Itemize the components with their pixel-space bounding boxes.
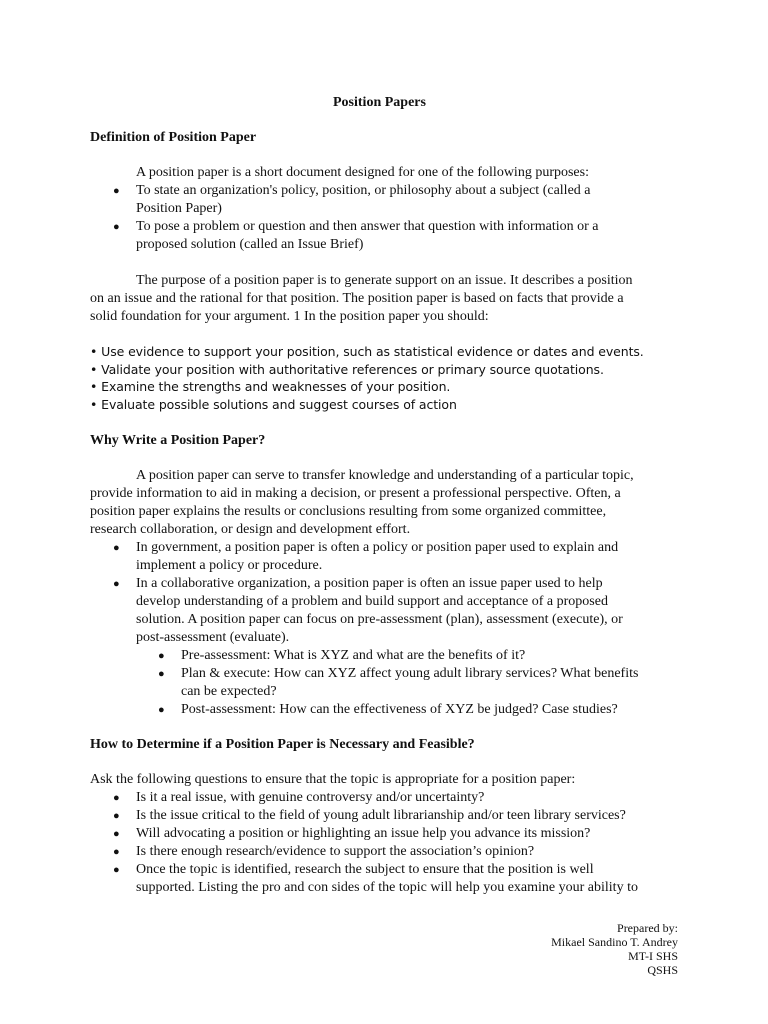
list-item-line: To pose a problem or question and then answer that question with information or a xyxy=(136,219,599,234)
list-item-line: implement a policy or procedure. xyxy=(136,558,323,573)
footer-school: QSHS xyxy=(647,963,678,977)
paragraph-line: research collaboration, or design and development effort. xyxy=(90,522,411,537)
list-item-line: Once the topic is identified, research the subject to ensure that the position is well xyxy=(136,862,594,877)
paragraph-line: A position paper is a short document designed for one of the following purposes: xyxy=(136,165,589,180)
footer-prepared-by: Prepared by: xyxy=(617,921,678,935)
list-item-line: Will advocating a position or highlighting an issue help you advance its mission? xyxy=(136,826,591,841)
bullet-icon: ● xyxy=(113,221,120,233)
list-item-line: • Validate your position with authoritative references or primary source quotations. xyxy=(90,362,604,377)
section-heading-feasible: How to Determine if a Position Paper is Necessary and Feasible? xyxy=(90,737,475,752)
paragraph-line: provide information to aid in making a decision, or present a professional perspective. Often, a xyxy=(90,486,621,501)
bullet-icon: ● xyxy=(113,864,120,876)
bullet-icon: ● xyxy=(113,828,120,840)
sublist-item-line: Pre-assessment: What is XYZ and what are the benefits of it? xyxy=(181,648,526,663)
sublist-item-line: can be expected? xyxy=(181,684,277,699)
list-item-line: In government, a position paper is often a policy or position paper used to explain and xyxy=(136,540,619,555)
paragraph-line: solid foundation for your argument. 1 In the position paper you should: xyxy=(90,309,489,324)
list-item-line: • Evaluate possible solutions and suggest courses of action xyxy=(90,397,457,412)
section-heading-definition: Definition of Position Paper xyxy=(90,130,257,145)
list-item-line: solution. A position paper can focus on pre-assessment (plan), assessment (execute), or xyxy=(136,612,623,627)
bullet-icon: ● xyxy=(113,792,120,804)
list-item-line: • Use evidence to support your position, such as statistical evidence or dates and events. xyxy=(90,344,644,359)
bullet-icon: ● xyxy=(113,846,120,858)
list-item-line: Position Paper) xyxy=(136,201,222,216)
list-item-line: post-assessment (evaluate). xyxy=(136,630,290,645)
bullet-icon: ● xyxy=(113,578,120,590)
list-item-line: Is it a real issue, with genuine controversy and/or uncertainty? xyxy=(136,790,485,805)
bullet-icon: ● xyxy=(113,542,120,554)
paragraph-line: Ask the following questions to ensure that the topic is appropriate for a position paper: xyxy=(90,772,576,787)
page-title: Position Papers xyxy=(333,95,426,110)
sublist-item-line: Plan & execute: How can XYZ affect young adult library services? What benefits xyxy=(181,666,639,681)
list-item-line: To state an organization's policy, position, or philosophy about a subject (called a xyxy=(136,183,591,198)
list-item-line: supported. Listing the pro and con sides of the topic will help you examine your ability to xyxy=(136,880,638,895)
list-item-line: proposed solution (called an Issue Brief) xyxy=(136,237,364,252)
footer-author: Mikael Sandino T. Andrey xyxy=(551,935,678,949)
list-item-line: Is there enough research/evidence to support the association’s opinion? xyxy=(136,844,535,859)
bullet-icon: ● xyxy=(113,810,120,822)
list-item-line: Is the issue critical to the field of young adult librarianship and/or teen library services? xyxy=(136,808,626,823)
paragraph-line: A position paper can serve to transfer knowledge and understanding of a particular topic, xyxy=(136,468,634,483)
bullet-icon: ● xyxy=(158,668,165,680)
bullet-icon: ● xyxy=(113,185,120,197)
bullet-icon: ● xyxy=(158,704,165,716)
paragraph-line: The purpose of a position paper is to generate support on an issue. It describes a position xyxy=(136,273,633,288)
list-item-line: • Examine the strengths and weaknesses of your position. xyxy=(90,379,451,394)
section-heading-why: Why Write a Position Paper? xyxy=(90,433,266,448)
list-item-line: In a collaborative organization, a position paper is often an issue paper used to help xyxy=(136,576,603,591)
paragraph-line: on an issue and the rational for that position. The position paper is based on facts that provide a xyxy=(90,291,624,306)
bullet-icon: ● xyxy=(158,650,165,662)
list-item-line: develop understanding of a problem and build support and acceptance of a proposed xyxy=(136,594,608,609)
footer-position: MT-I SHS xyxy=(628,949,678,963)
paragraph-line: position paper explains the results or conclusions resulting from some organized committee, xyxy=(90,504,607,519)
sublist-item-line: Post-assessment: How can the effectiveness of XYZ be judged? Case studies? xyxy=(181,702,618,717)
